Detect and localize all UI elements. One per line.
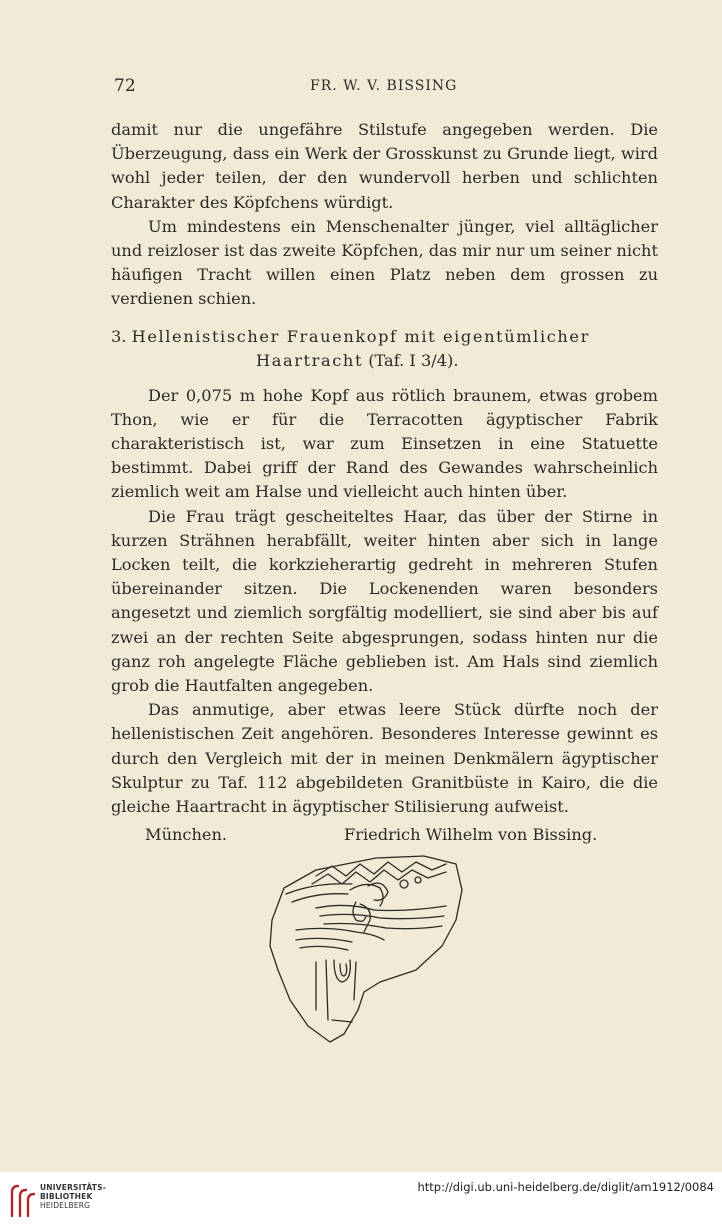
page-number: 72 [114,76,136,96]
signature [111,823,658,849]
section-heading [111,325,658,373]
plate-reference: (Taf. I 3/4). [368,350,459,370]
page-header [110,76,660,100]
sherd-illustration [256,850,472,1046]
paragraph: damit nur die ungefähre Stilstufe angegeben werden. Die Überzeugung, dass ein Werk der Grosskunst zu Grunde liegt, wird wohl jeder teilen, der den wundervoll herben und schlichten Charakter des Köpfchens würdigt. [111,120,658,212]
library-logo-icon[interactable] [8,1182,36,1218]
section-title-line2: Haartracht [256,350,364,370]
logo-line: UNIVERSITÄTS- [40,1183,107,1192]
logo-line: HEIDELBERG [40,1201,91,1210]
paragraph: Um mindestens ein Menschenalter jünger, viel alltäglicher und reizloser ist das zweite Köpfchen, das mir nur um seiner nicht häufigen Tracht willen einen Platz neben dem grossen zu verdienen schien. [111,216,658,309]
section-number: 3. [111,326,127,346]
permalink-url[interactable]: http://digi.ub.uni-heidelberg.de/diglit/am1912/0084 [417,1180,714,1194]
running-head: FR. W. V. BISSING [310,78,458,94]
footer-bar [0,1172,722,1224]
library-logo-text [40,1183,106,1210]
signature-author: Friedrich Wilhelm von Bissing. [344,825,598,845]
body-text [111,118,658,849]
logo-line: BIBLIOTHEK [40,1192,93,1201]
paragraph: Das anmutige, aber etwas leere Stück dürfte noch der hellenistischen Zeit angehören. Besonderes Interesse gewinnt es durch den Vergleich mit der in meinen Denkmälern ägyptischer Skulptur zu Taf. 112 abgebildeten Granitbüste in Kairo, die die gleiche Haartracht in ägyptischer Stilisierung aufweist. [111,700,658,817]
signature-city: München. [145,825,228,845]
section-title-line1: Hellenistischer Frauenkopf mit eigentümlicher [131,326,590,346]
paragraph: Die Frau trägt gescheiteltes Haar, das über der Stirne in kurzen Strähnen herabfällt, weiter hinten aber sich in lange Locken teilt, die korkzieherartig gedreht in mehreren Stufen übereinander sitzen. Die Lockenenden waren besonders angesetzt und ziemlich sorgfältig modelliert, sie sind aber bis auf zwei an der rechten Seite abgesprungen, sodass hinten nur die ganz roh angelegte Fläche geblieben ist. Am Hals sind ziemlich grob die Hautfalten angegeben. [111,506,658,696]
paragraph: Der 0,075 m hohe Kopf aus rötlich braunem, etwas grobem Thon, wie er für die Terracotten ägyptischer Fabrik charakteristisch ist, war zum Einsetzen in eine Statuette bestimmt. Dabei griff der Rand des Gewandes wahrscheinlich ziemlich weit am Halse und vielleicht auch hinten über. [111,385,658,502]
